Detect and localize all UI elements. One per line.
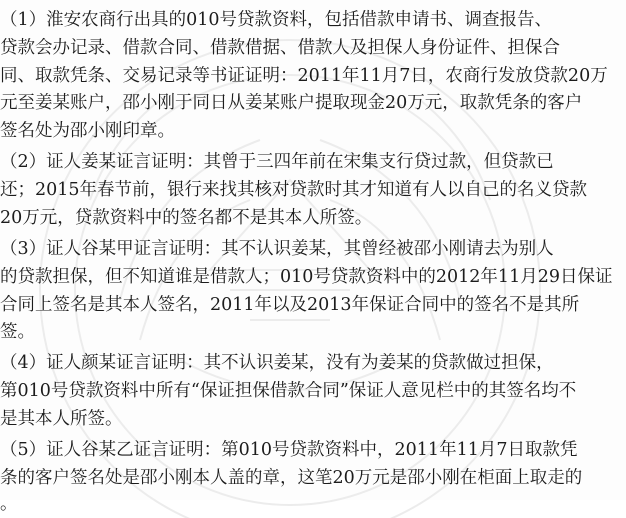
paragraph-4-line-3: 是其本人所签。 (0, 409, 123, 429)
paragraph-1-line-3: 同、取款凭条、交易记录等书证证明：2011年11月7日，农商行发放贷款20万 (0, 66, 608, 86)
paragraph-4-line-2: 第010号贷款资料中所有“保证担保借款合同”保证人意见栏中的其签名均不 (0, 381, 577, 401)
paragraph-1-line-2: 贷款会办记录、借款合同、借款借据、借款人及担保人身份证件、担保合 (0, 38, 560, 58)
paragraph-5-line-1: （5）证人谷某乙证言证明：第010号贷款资料中，2011年11月7日取款凭 (0, 440, 578, 460)
paragraph-4-line-1: （4）证人颜某证言证明：其不认识姜某，没有为姜某的贷款做过担保， (0, 353, 554, 373)
paragraph-3-line-4: 签。 (0, 322, 35, 342)
paragraph-1-line-5: 签名处为邵小刚印章。 (0, 121, 175, 141)
paragraph-5-line-3: 。 (0, 494, 18, 514)
paragraph-3-line-3: 合同上签名是其本人签名，2011年以及2013年保证合同中的签名不是其所 (0, 295, 580, 315)
paragraph-2-line-2: 还；2015年春节前，银行来找其核对贷款时其才知道有人以自己的名义贷款 (0, 180, 588, 200)
paragraph-1-line-1: （1）淮安农商行出具的010号贷款资料，包括借款申请书、调查报告、 (0, 10, 553, 30)
paragraph-1-line-4: 元至姜某账户，邵小刚于同日从姜某账户提取现金20万元，取款凭条的客户 (0, 93, 583, 113)
paragraph-2-line-1: （2）证人姜某证言证明：其曾于三四年前在宋集支行贷过款，但贷款已 (0, 152, 554, 172)
paragraph-3-line-1: （3）证人谷某甲证言证明：其不认识姜某，其曾经被邵小刚请去为别人 (0, 239, 554, 259)
paragraph-3-line-2: 的贷款担保，但不知道谁是借款人；010号贷款资料中的2012年11月29日保证 (0, 267, 613, 287)
paragraph-2-line-3: 20万元，贷款资料中的签名都不是其本人所签。 (0, 208, 373, 228)
paragraph-5-line-2: 条的客户签名处是邵小刚本人盖的章，这笔20万元是邵小刚在柜面上取走的 (0, 468, 583, 488)
